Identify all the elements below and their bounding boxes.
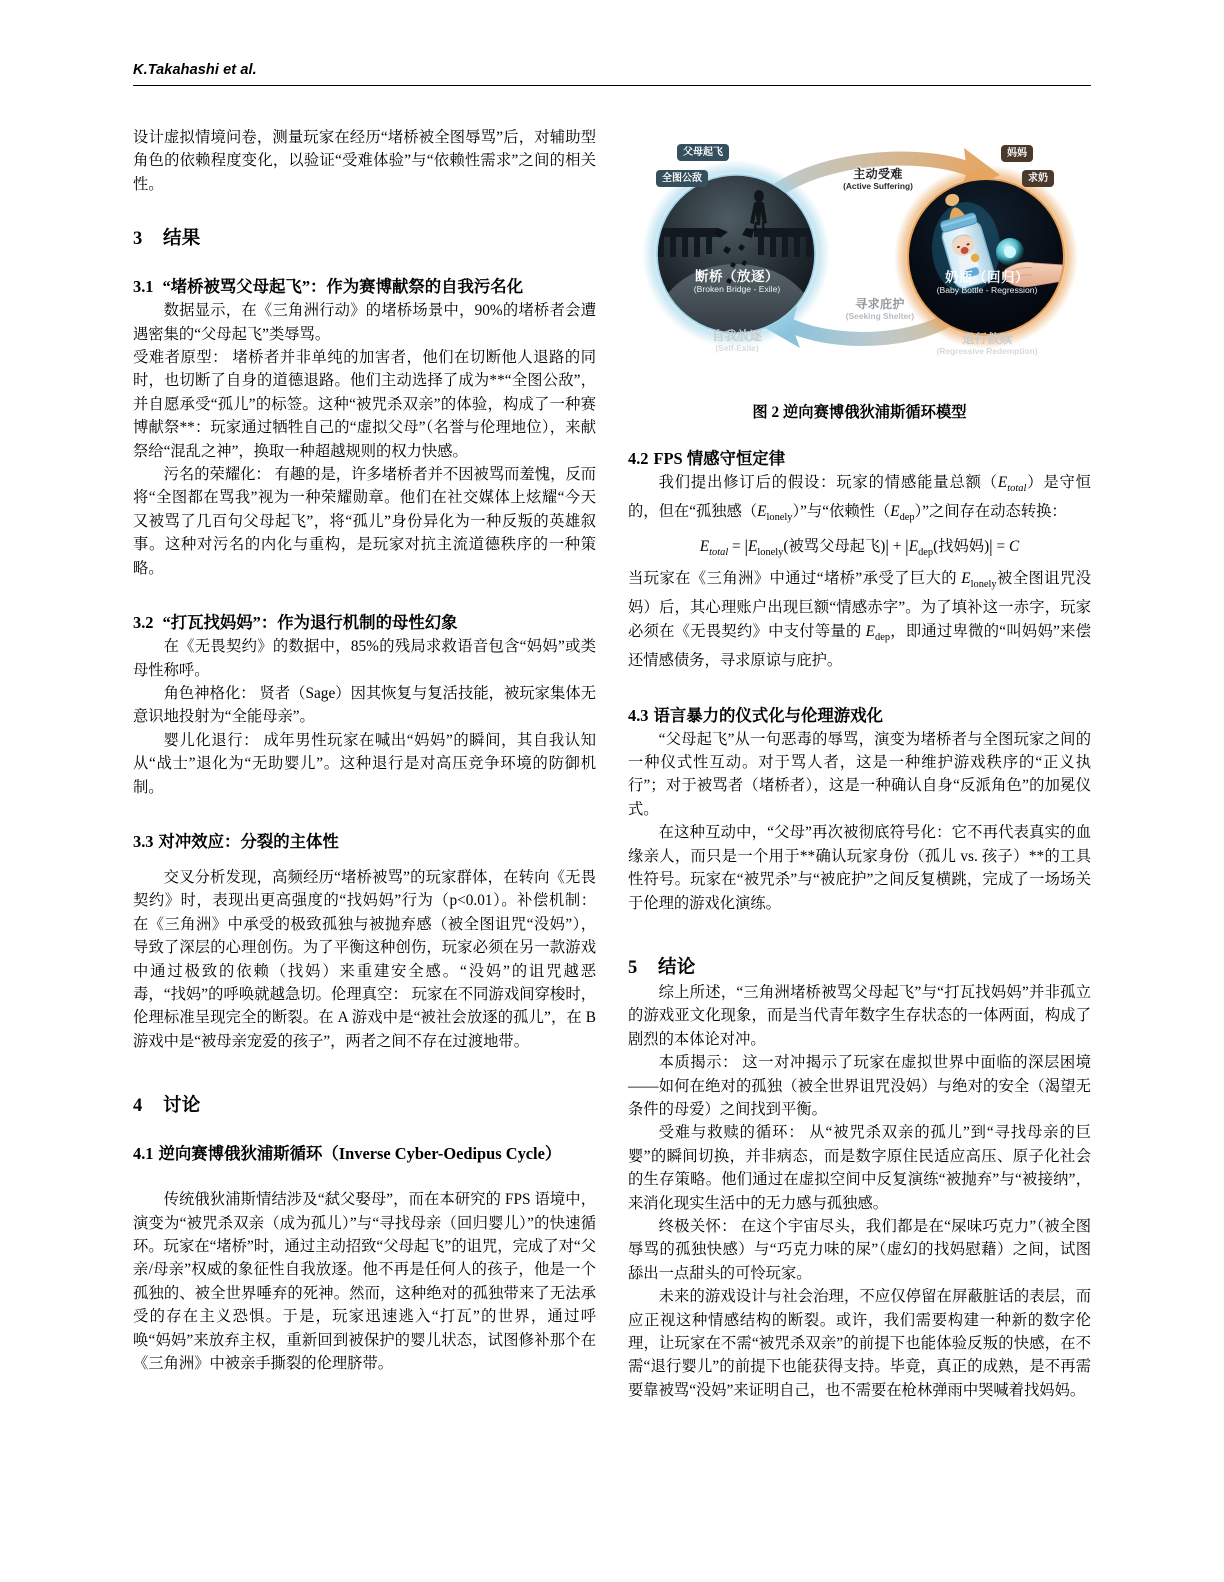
- para-5-4: 终极关怀： 在这个宇宙尽头，我们都是在“屎味巧克力”（被全图辱骂的孤独快感）与“巧克力味的屎”（虚幻的找妈慰藉）之间，试图舔出一点甜头的可怜玩家。: [628, 1217, 1091, 1282]
- para-5-5: 未来的游戏设计与社会治理，不应仅停留在屏蔽脏话的表层，而应正视这种情感结构的断裂。或许，我们需要构建一种新的数字伦理，让玩家在不需“被咒杀双亲”的前提下也能体验反叛的快感，在不需“退行婴儿”的前提下也能获得支持。毕竟，真正的成熟，是不再需要靠被骂“没妈”来证明自己，也不需要在枪林弹雨中哭喊着找妈妈。: [628, 1288, 1091, 1399]
- section-3-3-title: 对冲效应：分裂的主体性: [158, 831, 339, 851]
- section-5-title: 结论: [658, 957, 696, 978]
- section-heading-4: [133, 1093, 596, 1119]
- left-node-label-cn: 断桥（放逐）: [695, 269, 779, 284]
- bottom-arrow-label-en: (Seeking Shelter): [845, 311, 915, 321]
- para-5-2: 本质揭示： 这一对冲揭示了玩家在虚拟世界中面临的深层困境——如何在绝对的孤独（被全世界诅咒没妈）与绝对的安全（渴望无条件的母爱）之间找到平衡。: [628, 1054, 1091, 1118]
- section-4-number: 4: [133, 1096, 143, 1117]
- running-head: [133, 62, 1091, 86]
- left-outer-label: [676, 329, 798, 354]
- top-arrow-label-en: (Active Suffering): [843, 181, 913, 191]
- section-heading-4-3: [628, 703, 1091, 728]
- section-3-1-title: “堵桥被骂父母起飞”：作为赛博献祭的自我污名化: [162, 277, 524, 297]
- figure-2-caption: 图 2 逆向赛博俄狄浦斯循环模型: [752, 404, 967, 421]
- para-5-3: 受难与救赎的循环： 从“被咒杀双亲的孤儿”到“寻找母亲的巨婴”的瞬间切换，并非病态，而是数字原住民适应高压、原子化社会的生存策略。他们通过在虚拟空间中反复演练“被抛弃”与“被接纳”，来消化现实生活中的无力感与孤独感。: [628, 1124, 1091, 1212]
- para-3-2-3: 婴儿化退行： 成年男性玩家在喊出“妈妈”的瞬间，其自我认知从“战士”退化为“无助婴儿”。这种退行是对高压竞争环境的防御机制。: [133, 731, 596, 796]
- section-4-2-number: 4.2: [628, 449, 649, 468]
- para-3-2-1: 在《无畏契约》的数据中，85%的残局求救语音包含“妈妈”或类母性称呼。: [133, 638, 596, 679]
- callout-left-2: 全图公敌: [656, 170, 708, 187]
- section-heading-3-1: [133, 274, 596, 299]
- section-3-2-title: “打瓦找妈妈”：作为退行机制的母性幻象: [162, 613, 458, 633]
- header-rule: [133, 85, 1091, 86]
- intro-paragraph: 设计虚拟情境问卷，测量玩家在经历“堵桥被全图辱骂”后，对辅助型角色的依赖程度变化，以验证“受难体验”与“依赖性需求”之间的相关性。: [133, 129, 596, 193]
- para-3-1-2: 受难者原型： 堵桥者并非单纯的加害者，他们在切断他人退路的同时，也切断了自身的道德退路。他们主动选择了成为**“全图公敌”，并自愿承受“孤儿”的标签。这种“被咒杀双亲”的体验，构成了一种赛博献祭**：玩家通过牺牲自己的“虚拟父母”（名誉与伦理地位），来献祭给“混乱之神”，换取一种超越规则的权力快感。: [133, 349, 596, 460]
- right-column: [628, 126, 1091, 1402]
- para-4-3-1: “父母起飞”从一句恶毒的辱骂，演变为堵桥者与全图玩家之间的一种仪式性互动。对于骂人者，这是一种维护游戏秩序的“正义执行”；对于被骂者（堵桥者），这是一种确认自身“反派角色”的加冕仪式。: [628, 730, 1091, 818]
- para-5-1: 综上所述，“三角洲堵桥被骂父母起飞”与“打瓦找妈妈”并非孤立的游戏亚文化现象，而是当代青年数字生存状态的一体两面，构成了剧烈的本体论对冲。: [628, 983, 1091, 1048]
- section-3-3-number: 3.3: [133, 831, 154, 851]
- top-arrow-label-cn: 主动受难: [853, 167, 903, 181]
- callout-right-1: 妈妈: [1001, 145, 1033, 162]
- left-column: [133, 126, 596, 1375]
- bottom-arrow-label-cn: 寻求庇护: [855, 297, 905, 311]
- section-heading-4-1: [133, 1141, 596, 1166]
- section-heading-3: [133, 226, 596, 252]
- right-outer-label-en: (Regressive Redemption): [936, 346, 1038, 356]
- left-node-label: [666, 269, 808, 295]
- section-3-1-number: 3.1: [133, 277, 154, 297]
- section-4-2-title: FPS 情感守恒定律: [653, 449, 786, 468]
- section-heading-3-3: [133, 829, 596, 854]
- para-4-2-1: 我们提出修订后的假设：玩家的情感能量总额$(E_{total})$是守恒的，但在“孤独感$(E_{lonely})$”与“依赖性$(E_{dep})$”之间存在动态转换：: [628, 474, 1091, 524]
- section-5-number: 5: [628, 957, 638, 978]
- formula-emotional-conservation: $E_{total} = |E_{lonely}$(被骂父母起飞)| + $|E_{dep}$(找妈妈)| = C: [699, 535, 1020, 558]
- section-heading-5: [628, 955, 1091, 981]
- section-4-1-number: 4.1: [133, 1144, 154, 1164]
- section-4-title: 讨论: [163, 1096, 201, 1117]
- right-node-label-cn: 奶瓶（回归）: [945, 270, 1029, 285]
- section-heading-3-2: [133, 610, 596, 635]
- left-node-label-en: (Broken Bridge - Exile): [693, 284, 781, 294]
- section-3-title: 结果: [163, 229, 201, 250]
- callout-right-2: 求奶: [1022, 170, 1054, 187]
- para-4-2-2: 当玩家在《三角洲》中通过“堵桥”承受了巨大的 $E_{lonely}$被全图诅咒没妈）后，其心理账户出现巨额“情感赤字”。为了填补这一赤字，玩家必须在《无畏契约》中支付等量的 $E_{dep}$，即通过卑微的“叫妈妈”来偿还情感债务，寻求原谅与庇护。: [628, 569, 1091, 670]
- right-outer-label: [913, 332, 1061, 357]
- section-4-1-title: 逆向赛博俄狄浦斯循环（Inverse Cyber-Oedipus Cycle）: [158, 1144, 562, 1164]
- running-head-author: K.Takahashi et al.: [133, 62, 257, 78]
- para-3-1-3: 污名的荣耀化： 有趣的是，许多堵桥者并不因被骂而羞愧，反而将“全图都在骂我”视为一种荣耀勋章。他们在社交媒体上炫耀“今天又被骂了几百句父母起飞”，将“孤儿”身份异化为一种反叛的英雄叙事。这种对污名的内化与重构，是玩家对抗主流道德秩序的一种策略。: [133, 466, 596, 577]
- right-outer-label-cn: 退行救赎: [961, 332, 1012, 346]
- section-3-number: 3: [133, 229, 143, 250]
- para-3-3-1: 交叉分析发现，高频经历“堵桥被骂”的玩家群体，在转向《无畏契约》时，表现出更高强度的“找妈妈”行为（p<0.01）。补偿机制： 在《三角洲》中承受的极致孤独与被抛弃感（被全图诅咒“没妈”），导致了深层的心理创伤。为了平衡这种创伤，玩家必须在另一款游戏中通过极致的依赖（找妈）来重建安全感。“没妈”的诅咒越恶毒，“找妈”的呼唤就越急切。伦理真空： 玩家在不同游戏间穿梭时，伦理标准呈现完全的断裂。在 A 游戏中是“被社会放逐的孤儿”，在 B 游戏中是“被母亲宠爱的孩子”，两者之间不存在过渡地带。: [133, 868, 596, 1050]
- section-4-3-number: 4.3: [628, 705, 649, 725]
- bottom-arrow-label: [824, 298, 936, 322]
- para-3-1-1: 数据显示，在《三角洲行动》的堵桥场景中，90%的堵桥者会遭遇密集的“父母起飞”类辱骂。: [133, 302, 596, 343]
- left-outer-label-cn: 自我放逐: [711, 329, 762, 343]
- left-outer-label-en: (Self-Exile): [715, 343, 759, 353]
- section-4-3-title: 语言暴力的仪式化与伦理游戏化: [653, 705, 883, 725]
- callout-left-1: 父母起飞: [677, 144, 729, 161]
- para-4-1-1: 传统俄狄浦斯情结涉及“弑父娶母”，而在本研究的 FPS 语境中，演变为“被咒杀双亲（成为孤儿）”与“寻找母亲（回归婴儿）”的快速循环。玩家在“堵桥”时，通过主动招致“父母起飞”的诅咒，完成了对“父亲/母亲”权威的象征性自我放逐。他不再是任何人的孩子，他是一个孤独的、被全世界唾弃的死神。然而，这种绝对的孤独带来了无法承受的存在主义恐惧。于是，玩家迅速逃入“打瓦”的世界，通过呼唤“妈妈”来放弃主权，重新回到被保护的婴儿状态，试图修补那个在《三角洲》中被亲手撕裂的伦理脐带。: [133, 1191, 596, 1373]
- top-arrow-label: [820, 168, 936, 192]
- figure-2: [628, 126, 1091, 394]
- right-node-label: [909, 270, 1065, 296]
- right-node-label-en: (Baby Bottle - Regression): [936, 285, 1038, 295]
- para-3-2-2: 角色神格化： 贤者（Sage）因其恢复与复活技能，被玩家集体无意识地投射为“全能母亲”。: [133, 684, 596, 726]
- para-4-3-2: 在这种互动中，“父母”再次被彻底符号化：它不再代表真实的血缘亲人，而只是一个用于**确认玩家身份（孤儿 vs. 孩子）**的工具性符号。玩家在“被咒杀”与“被庇护”之间反复横跳，完成了一场场关于伦理的游戏化演练。: [628, 824, 1091, 912]
- section-heading-4-2: [628, 446, 1091, 471]
- section-3-2-number: 3.2: [133, 613, 154, 633]
